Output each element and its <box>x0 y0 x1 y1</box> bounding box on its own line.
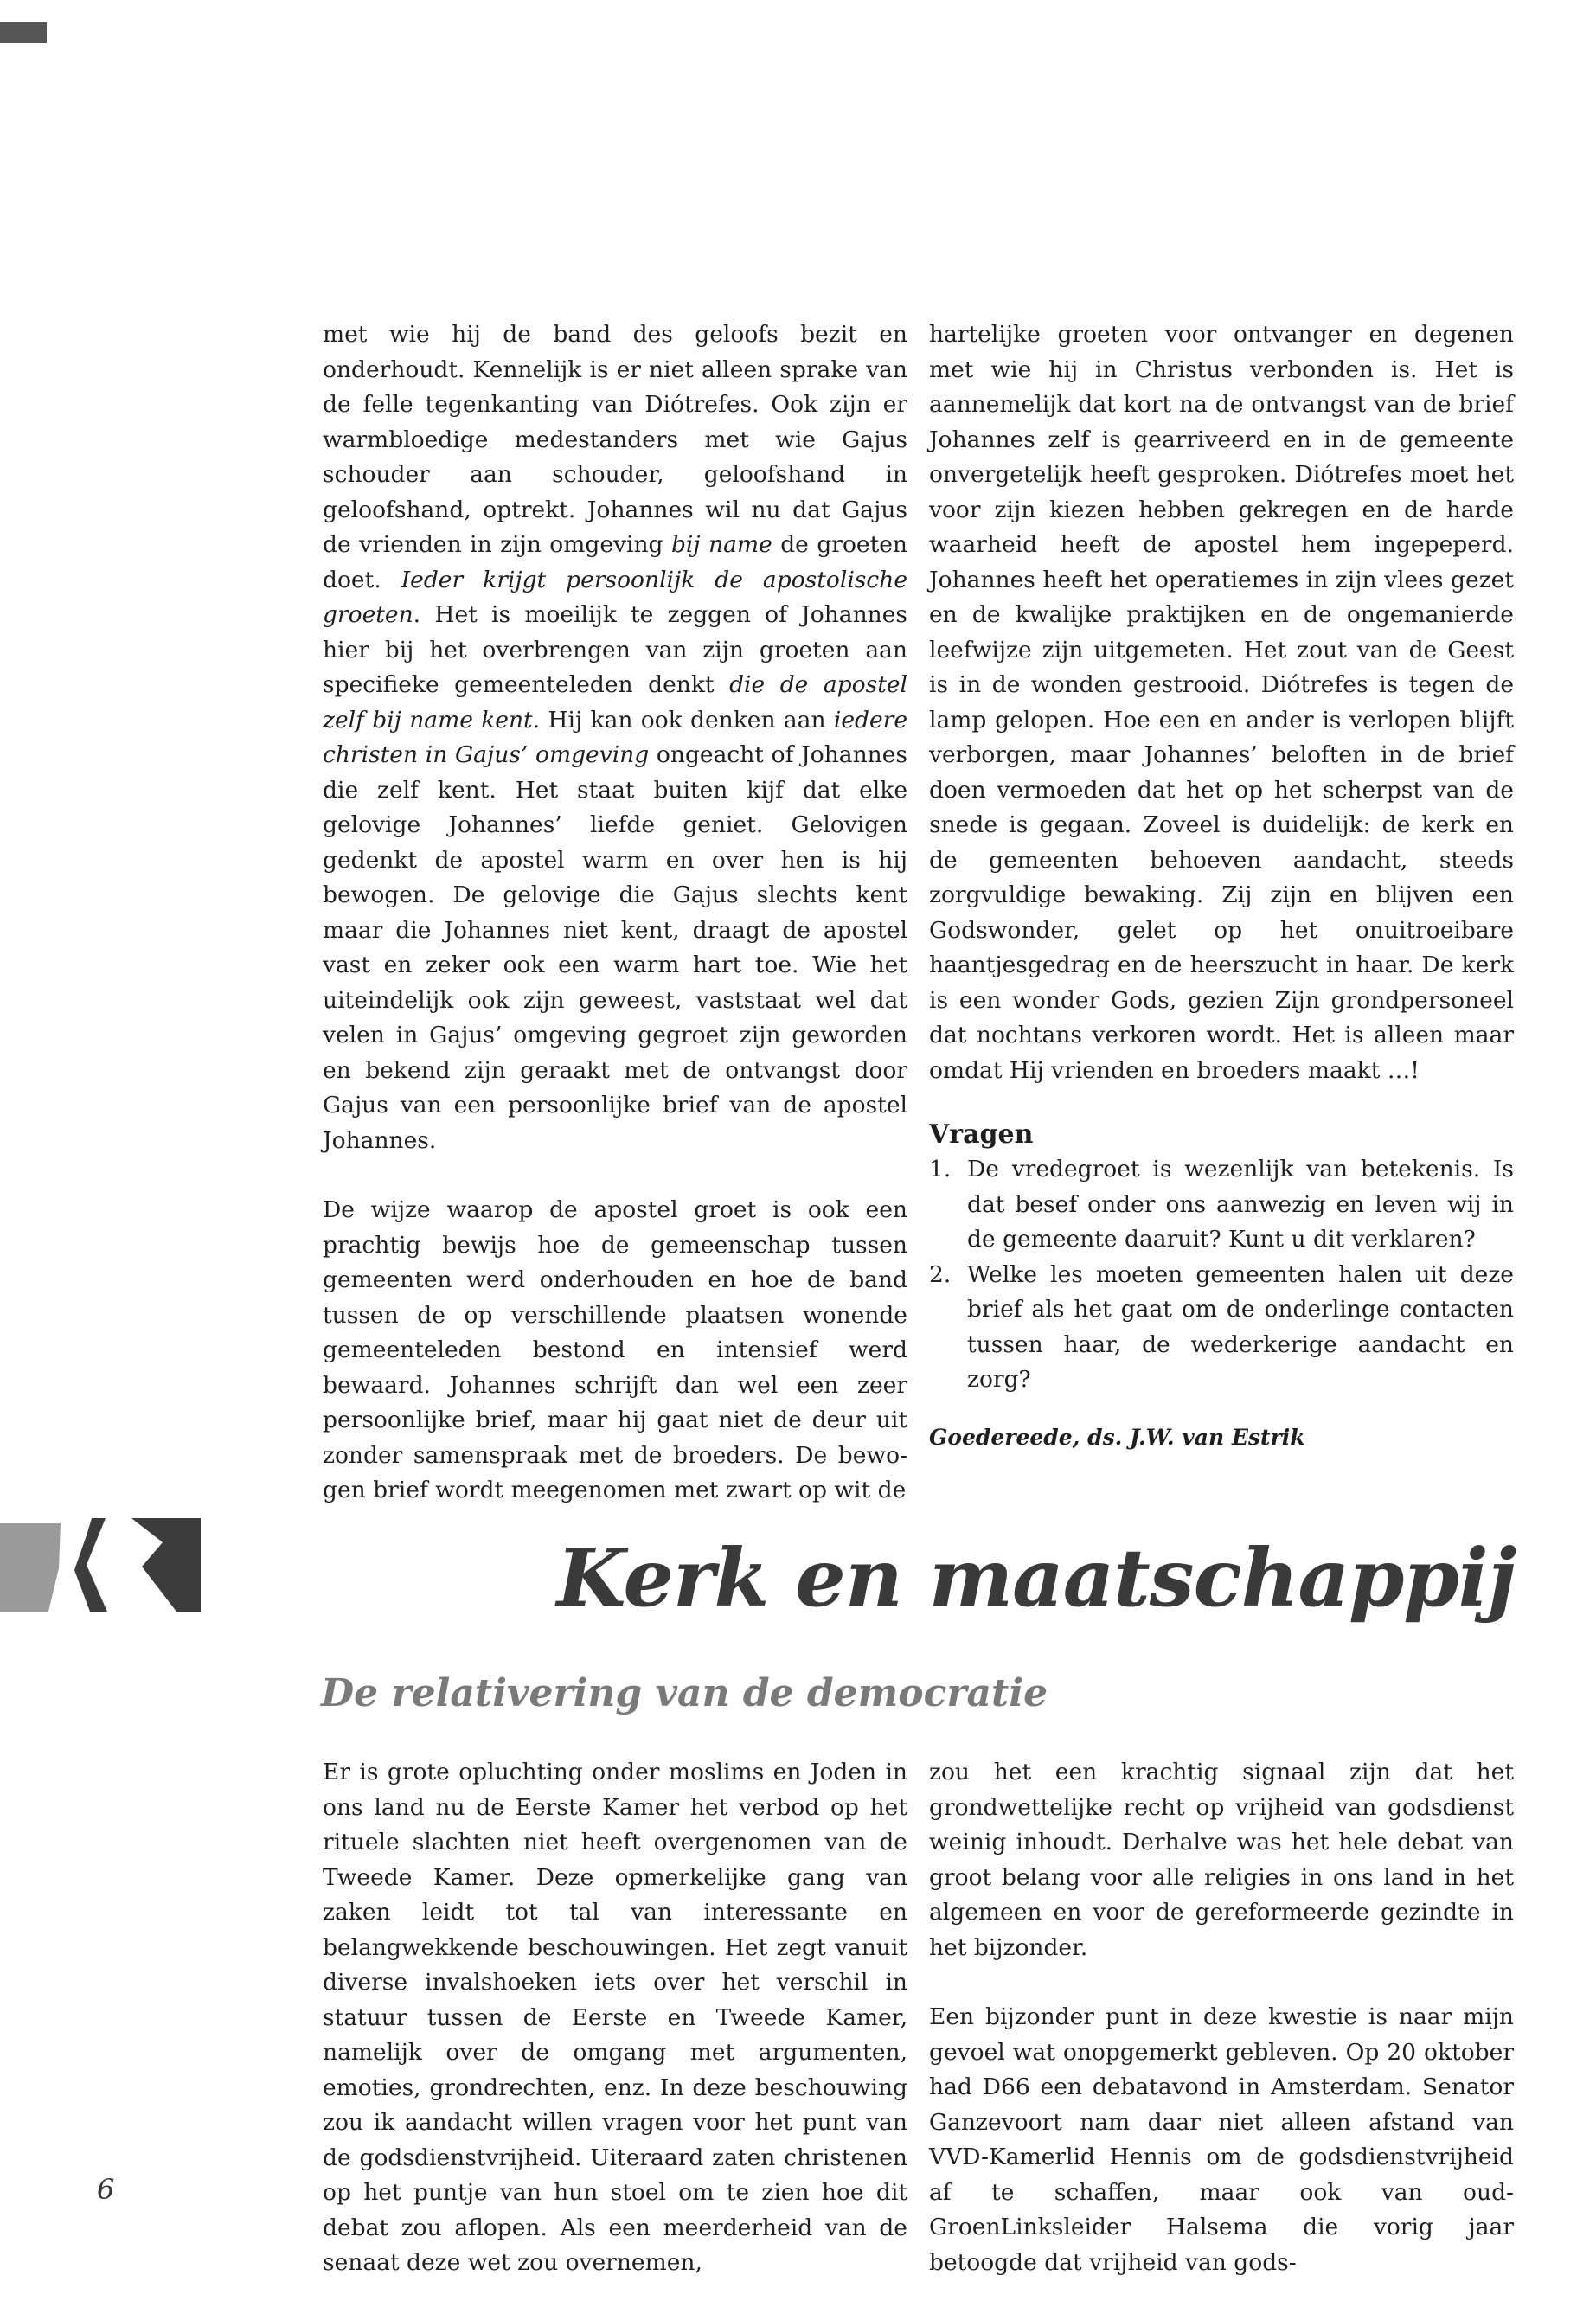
text-run: Hij kan ook denken aan <box>540 706 834 734</box>
bottom-right-paragraph-1: zou het een krachtig signaal zijn dat het grondwettelijke recht op vrijheid van godsdienst weinig inhoudt. Derhalve was het hele debat van groot belang voor alle religies in ons land in het algemeen en voor de gereformeerde gezindte in het bijzonder. <box>929 1759 1514 1961</box>
bottom-left-column <box>323 1755 907 2281</box>
page-number: 6 <box>97 2173 115 2206</box>
corner-tab-mark <box>0 22 47 43</box>
text-run: de groeten doet. <box>323 531 907 593</box>
logo-dark-shape <box>74 1518 107 1612</box>
author-byline: Goedereede, ds. J.W. van Estrik <box>929 1424 1305 1450</box>
top-right-column <box>929 317 1514 1455</box>
bottom-left-paragraph-1: Er is grote opluchting onder moslims en Joden in ons land nu de Eerste Kamer het verbod op het rituele slachten niet heeft overgenomen van de Tweede Kamer. Deze opmerkelijke gang van zaken leidt tot tal van interessante en belangwekkende beschouwingen. Het zegt vanuit diverse invalshoeken iets over het verschil in statuur tussen de Eerste en Tweede Kamer, namelijk over de omgang met argumenten, emoties, grondrechten, enz. In deze beschouwing zou ik aandacht willen vragen voor het punt van de godsdienstvrijheid. Uiteraard zaten christenen op het puntje van hun stoel om te zien hoe dit debat zou aflopen. Als een meerderheid van de senaat deze wet zou overnemen, <box>323 1759 907 2276</box>
logo-light-shape <box>0 1523 61 1612</box>
italic-run: bij name <box>670 531 772 558</box>
bottom-right-column <box>929 1755 1514 2280</box>
logo-dark-wing <box>131 1518 201 1612</box>
section-logo-icon <box>0 1516 201 1612</box>
question-text: De vredegroet is wezenlijk van betekenis. Is dat besef onder ons aanwezig en leven wij in de gemeente daaruit? Kunt u dit verklaren? <box>967 1156 1514 1253</box>
section-title: Kerk en maatschappij <box>556 1531 1516 1625</box>
italic-run: die de apostel zelf bij name kent. <box>323 671 907 734</box>
text-run: ongeacht of Johannes die zelf kent. Het staat buiten kijf dat elke gelovige Johannes’ liefde geniet. Gelovigen gedenkt de apostel warm en over hen is hij bewogen. De gelovige die Gajus slechts kent maar die Johannes niet kent, draagt de apostel vast en zeker ook een warm hart toe. Wie het uiteindelijk ook zijn geweest, vaststaat wel dat velen in Gajus’ omgeving gegroet zijn geworden en bekend zijn geraakt met de ontvangst door Gajus van een persoonlijke brief van de apostel Johannes. <box>323 741 907 1154</box>
italic-run: iedere christen in Gajus’ omgeving <box>323 706 908 768</box>
question-item <box>929 1152 1514 1258</box>
questions-heading: Vragen <box>929 1119 1034 1150</box>
bottom-right-paragraph-2: Een bijzonder punt in deze kwestie is naar mijn gevoel wat onopgemerkt gebleven. Op 20 oktober had D66 een debatavond in Amsterdam. Senator Ganzevoort nam daar niet alleen afstand van VVD-Kamerlid Hennis om de godsdienstvrijheid af te schaffen, maar ook van oud-GroenLinksleider Halsema die vorig jaar betoogde dat vrijheid van gods- <box>929 2003 1514 2276</box>
top-left-paragraph-2: De wijze waarop de apostel groet is ook een prachtig bewijs hoe de gemeenschap tussen gemeenten werd onderhouden en hoe de band tussen de op verschillende plaatsen wonende gemeenteleden bestond en intensief werd bewaard. Johannes schrijft dan wel een zeer persoonlijke brief, maar hij gaat niet de deur uit zonder samenspraak met de broeders. De bewogen brief wordt meegenomen met zwart op wit de <box>323 1196 907 1503</box>
question-item <box>929 1258 1514 1398</box>
italic-run: Ieder krijgt persoonlijk de apostolische groeten <box>323 566 907 628</box>
top-left-column <box>323 317 907 1509</box>
question-number: 1. <box>929 1156 952 1183</box>
questions-list <box>929 1152 1514 1398</box>
question-text: Welke les moeten gemeenten halen uit deze brief als het gaat om de onderlinge contacten tussen haar, de wederkerige aandacht en zorg? <box>967 1260 1514 1393</box>
text-run: met wie hij de band des geloofs bezit en onderhoudt. Kennelijk is er niet alleen sprake van de felle tegenkanting van Diótrefes. Ook zijn er warmbloedige medestanders met wie Gajus schouder aan schouder, geloofshand in geloofshand, optrekt. Johannes wil nu dat Gajus de vrienden in zijn omgeving <box>323 321 907 558</box>
top-right-paragraph-1: hartelijke groeten voor ontvanger en degenen met wie hij in Christus verbonden is. Het is aannemelijk dat kort na de ontvangst van de brief Johannes zelf is gearriveerd en in de gemeente onvergetelijk heeft gesproken. Diótrefes moet het voor zijn kiezen hebben gekregen en de harde waarheid heeft de apostel hem ingepeperd. Johannes heeft het operatiemes in zijn vlees gezet en de kwalijke praktijken en de ongemanierde leefwijze zijn uitgemeten. Het zout van de Geest is in de wonden gestrooid. Diótrefes is tegen de lamp gelopen. Hoe een en ander is verlopen blijft verborgen, maar Johannes’ beloften in de brief doen vermoeden dat het op het scherpst van de snede is gegaan. Zoveel is duidelijk: de kerk en de gemeenten behoeven aandacht, steeds zorgvuldige bewaking. Zij zijn en blijven een Godswonder, gelet op het onuitroeibare haantjesgedrag en de heerszucht in haar. De kerk is een wonder Gods, gezien Zijn grondpersoneel dat nochtans verkoren wordt. Het is alleen maar omdat Hij vrienden en broeders maakt …! <box>929 321 1514 1084</box>
question-number: 2. <box>929 1260 952 1288</box>
article-title: De relativering van de democratie <box>321 1671 1048 1715</box>
top-left-paragraph-1 <box>323 317 907 1158</box>
text-run: . Het is moeilijk te zeggen of Johannes hier bij het overbrengen van zijn groeten aan specifieke gemeenteleden denkt <box>323 601 907 698</box>
